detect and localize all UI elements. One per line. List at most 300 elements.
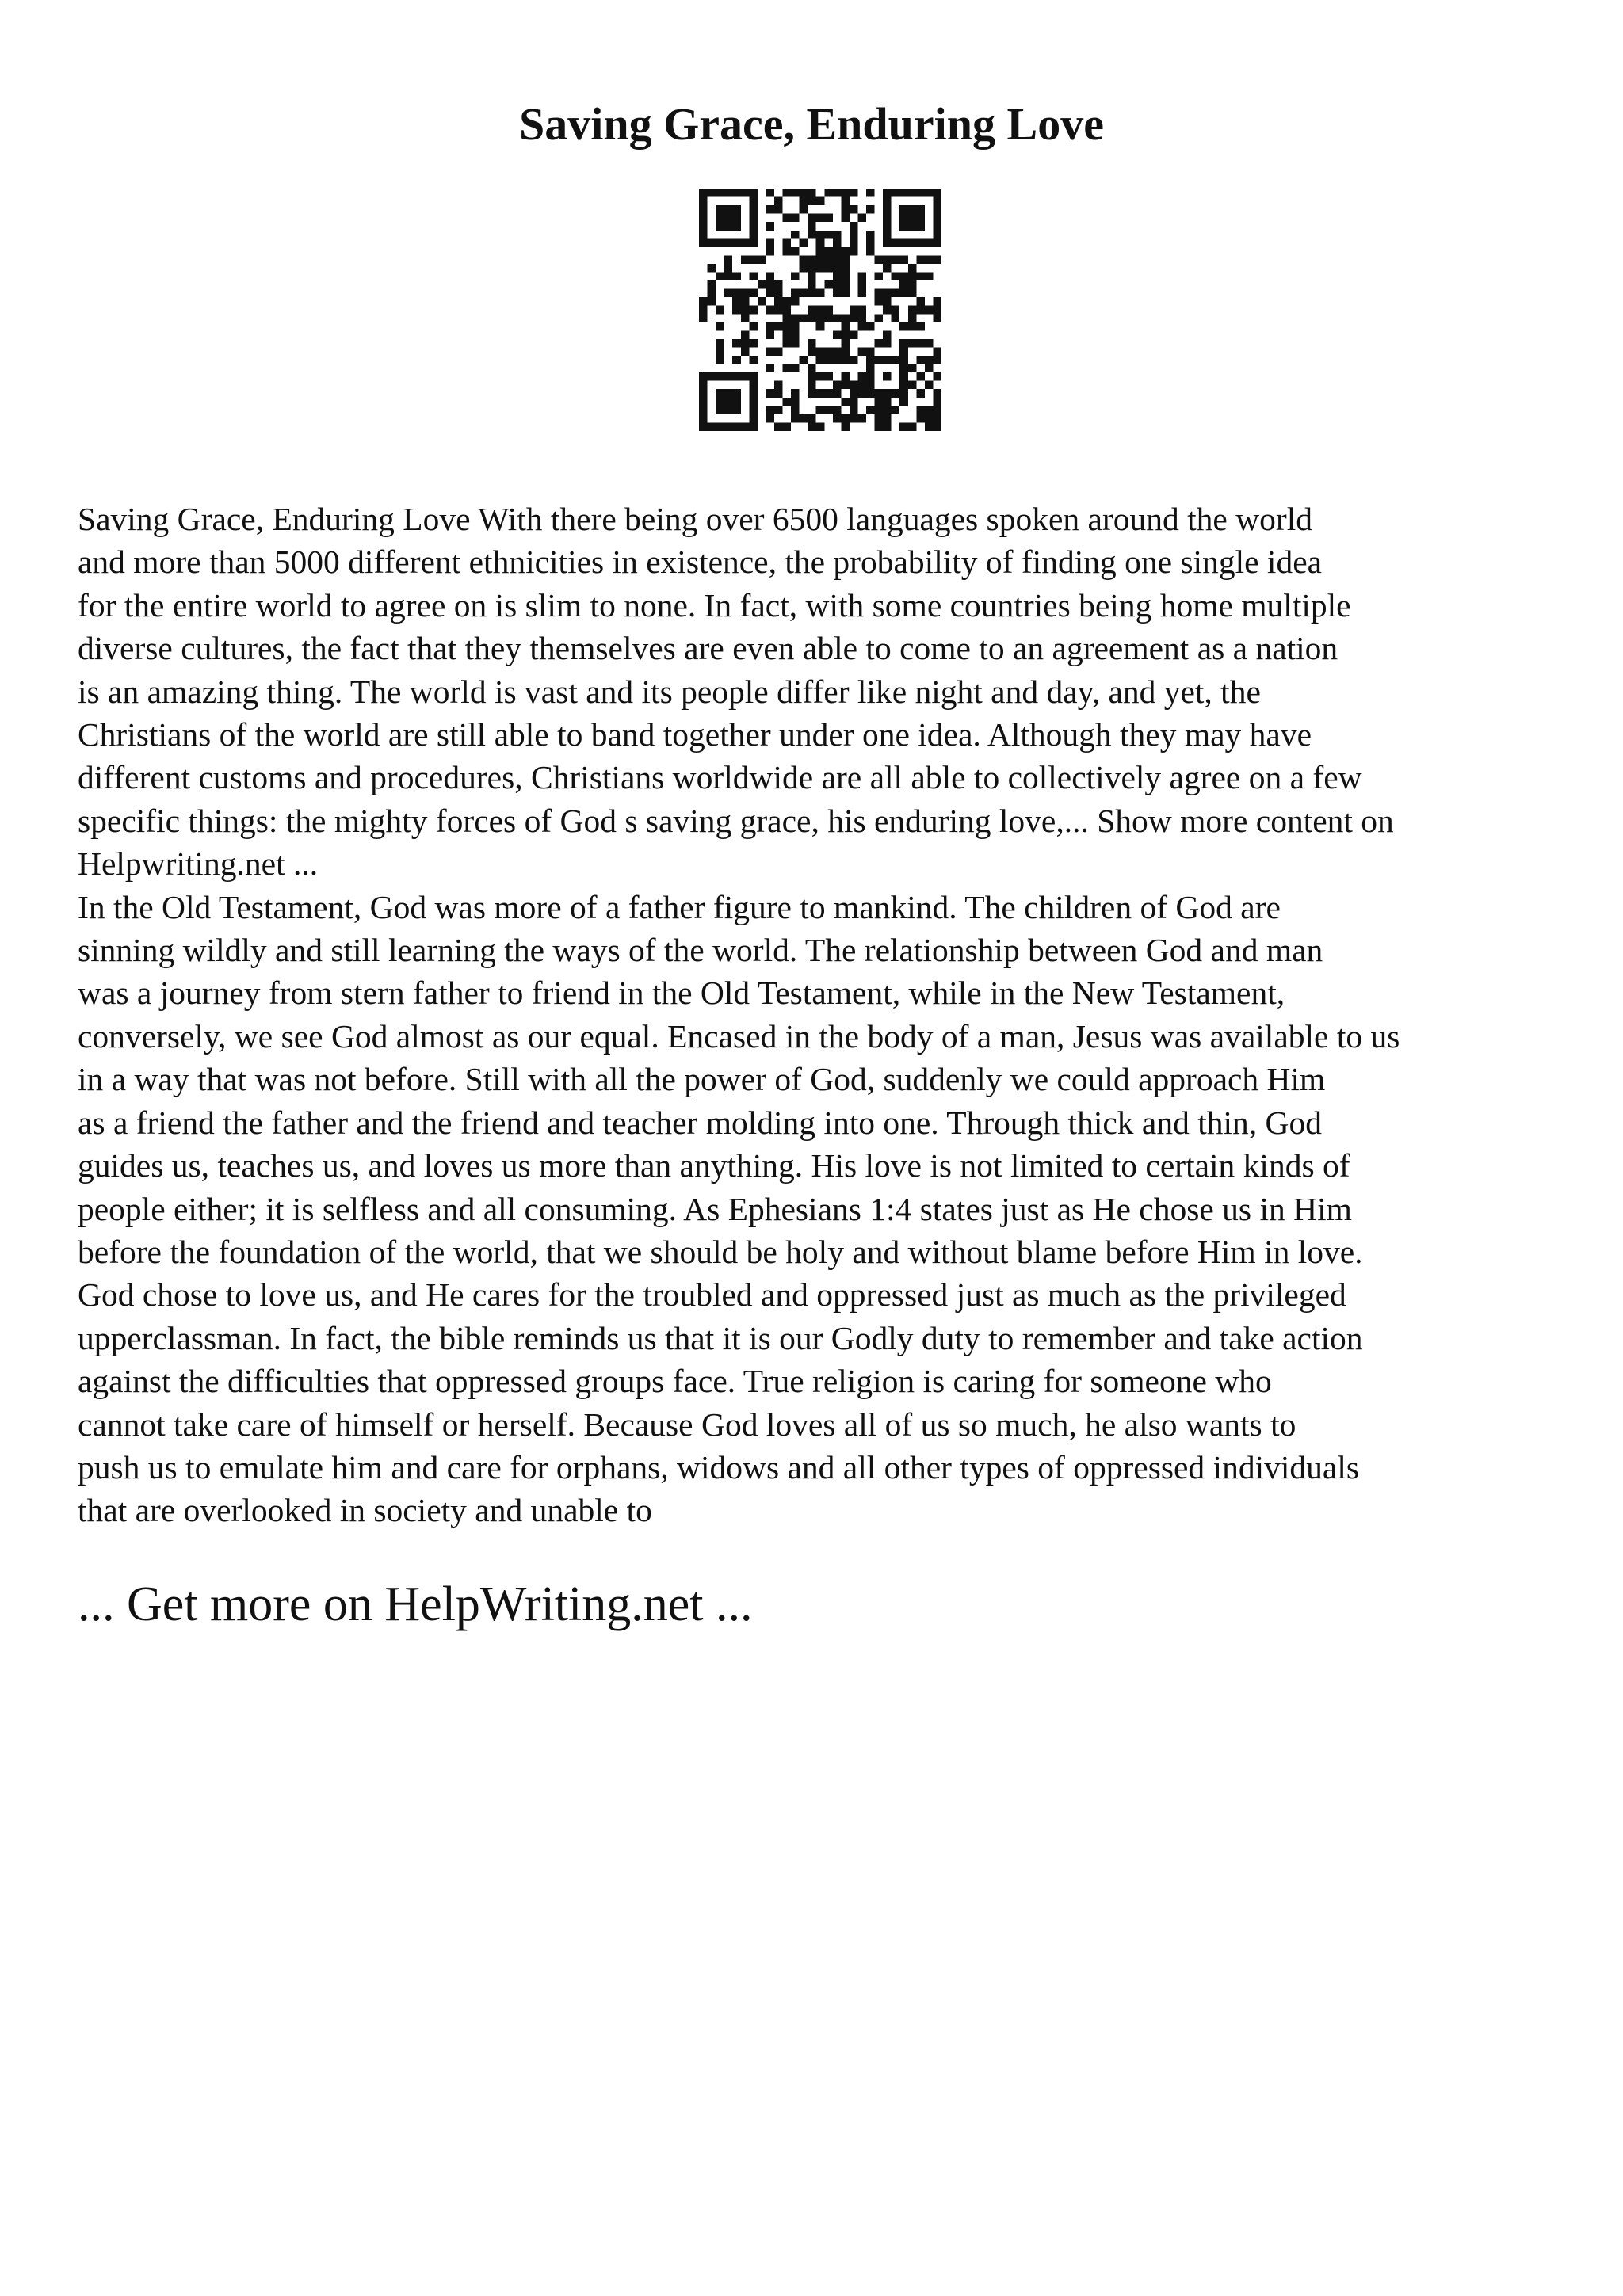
qr-module — [808, 189, 816, 197]
qr-module — [875, 289, 884, 298]
qr-module — [850, 406, 858, 414]
qr-module — [925, 273, 934, 281]
qr-module — [841, 289, 850, 298]
qr-module — [892, 406, 900, 414]
qr-module — [699, 222, 708, 231]
qr-module — [908, 214, 917, 223]
qr-module — [699, 398, 708, 406]
qr-module — [808, 364, 816, 373]
qr-module — [791, 289, 800, 298]
qr-module — [892, 289, 900, 298]
qr-module — [808, 381, 816, 390]
qr-module — [808, 255, 816, 264]
qr-module — [699, 238, 708, 247]
qr-module — [774, 381, 783, 390]
qr-module — [724, 205, 733, 214]
qr-module — [774, 422, 783, 431]
qr-module — [766, 414, 774, 423]
qr-module — [908, 264, 917, 273]
qr-module — [732, 189, 741, 197]
qr-module — [850, 306, 858, 315]
qr-module — [824, 255, 833, 264]
qr-module — [857, 314, 866, 322]
qr-module — [892, 306, 900, 315]
qr-module — [925, 364, 934, 373]
qr-module — [708, 297, 716, 306]
qr-module — [724, 189, 733, 197]
qr-module — [816, 247, 825, 256]
qr-module — [899, 364, 908, 373]
qr-module — [716, 398, 724, 406]
qr-module — [824, 314, 833, 322]
qr-module — [791, 273, 800, 281]
qr-module — [883, 231, 892, 239]
qr-module — [883, 214, 892, 223]
qr-module — [833, 189, 842, 197]
paragraph-line: God chose to love us, and He cares for the troubled and oppressed just as much as the privileged — [78, 1276, 1346, 1314]
qr-module — [841, 330, 850, 339]
qr-module — [892, 189, 900, 197]
qr-module — [866, 247, 875, 256]
qr-module — [883, 255, 892, 264]
qr-module — [833, 231, 842, 239]
qr-module — [724, 273, 733, 281]
qr-module — [866, 372, 875, 381]
qr-module — [916, 273, 925, 281]
qr-module — [933, 306, 941, 315]
qr-module — [774, 205, 783, 214]
qr-module — [791, 247, 800, 256]
qr-module — [732, 406, 741, 414]
qr-module — [816, 372, 825, 381]
qr-module — [892, 255, 900, 264]
qr-module — [933, 406, 941, 414]
qr-module — [933, 238, 941, 247]
qr-module — [883, 398, 892, 406]
qr-module — [800, 414, 808, 423]
qr-module — [783, 339, 792, 348]
qr-module — [899, 322, 908, 331]
qr-module — [933, 389, 941, 398]
qr-module — [933, 372, 941, 381]
qr-module — [824, 247, 833, 256]
qr-module — [916, 255, 925, 264]
qr-module — [833, 247, 842, 256]
qr-module — [808, 197, 816, 206]
qr-module — [808, 339, 816, 348]
qr-module — [808, 214, 816, 223]
qr-module — [925, 406, 934, 414]
paragraph-line: was a journey from stern father to friend in the Old Testament, while in the New Testament, — [78, 974, 1285, 1012]
qr-module — [816, 306, 825, 315]
qr-module — [875, 414, 884, 423]
qr-module — [883, 406, 892, 414]
qr-module — [925, 189, 934, 197]
qr-module — [850, 231, 858, 239]
qr-module — [724, 214, 733, 223]
qr-module — [875, 422, 884, 431]
qr-module — [774, 389, 783, 398]
qr-module — [824, 306, 833, 315]
qr-module — [816, 238, 825, 247]
paragraph-line: specific things: the mighty forces of God s saving grace, his enduring love,... Show more content on — [78, 802, 1394, 839]
qr-module — [833, 264, 842, 273]
qr-module — [933, 255, 941, 264]
qr-module — [866, 347, 875, 356]
qr-module — [841, 381, 850, 390]
qr-module — [875, 314, 884, 322]
qr-module — [916, 238, 925, 247]
qr-module — [866, 189, 875, 197]
qr-module — [749, 381, 758, 390]
qr-module — [916, 214, 925, 223]
qr-module — [783, 314, 792, 322]
qr-module — [699, 197, 708, 206]
qr-module — [883, 222, 892, 231]
qr-module — [800, 314, 808, 322]
paragraph-line: upperclassman. In fact, the bible reminds us that it is our Godly duty to remember and take action — [78, 1319, 1363, 1356]
qr-module — [857, 306, 866, 315]
qr-module — [732, 273, 741, 281]
qr-module — [800, 189, 808, 197]
qr-module — [724, 406, 733, 414]
qr-module — [741, 238, 750, 247]
qr-module — [732, 389, 741, 398]
qr-module — [857, 381, 866, 390]
qr-module — [883, 264, 892, 273]
qr-module — [816, 389, 825, 398]
paragraph-line: before the foundation of the world, that we should be holy and without blame before Him in love. — [78, 1233, 1363, 1270]
qr-module — [908, 289, 917, 298]
qr-module — [850, 381, 858, 390]
qr-module — [816, 231, 825, 239]
qr-module — [833, 381, 842, 390]
qr-module — [841, 255, 850, 264]
qr-module — [824, 347, 833, 356]
qr-module — [908, 238, 917, 247]
qr-module — [816, 406, 825, 414]
qr-module — [883, 330, 892, 339]
qr-module — [908, 189, 917, 197]
qr-module — [866, 406, 875, 414]
paragraph-line: cannot take care of himself or herself. Because God loves all of us so much, he also wants to — [78, 1405, 1296, 1443]
qr-module — [816, 214, 825, 223]
get-more-link[interactable]: ... Get more on HelpWriting.net ... — [78, 1577, 753, 1631]
qr-module — [857, 280, 866, 289]
qr-module — [883, 356, 892, 364]
qr-module — [783, 214, 792, 223]
qr-module — [925, 306, 934, 315]
qr-module — [766, 280, 774, 289]
qr-module — [857, 389, 866, 398]
qr-module — [916, 414, 925, 423]
qr-module — [816, 289, 825, 298]
qr-module — [833, 238, 842, 247]
qr-module — [783, 330, 792, 339]
qr-module — [800, 264, 808, 273]
qr-module — [732, 306, 741, 315]
qr-module — [699, 422, 708, 431]
qr-module — [824, 264, 833, 273]
qr-module — [766, 347, 774, 356]
qr-module — [791, 214, 800, 223]
qr-module — [791, 314, 800, 322]
qr-module — [716, 339, 724, 348]
qr-module — [741, 255, 750, 264]
qr-module — [791, 414, 800, 423]
qr-module — [724, 389, 733, 398]
qr-module — [883, 339, 892, 348]
qr-module — [916, 322, 925, 331]
qr-module — [933, 398, 941, 406]
qr-module — [892, 273, 900, 281]
paragraph-line: different customs and procedures, Christians worldwide are all able to collectively agree on a few — [78, 759, 1362, 796]
qr-module — [741, 330, 750, 339]
qr-module — [908, 205, 917, 214]
paragraph-line: Helpwriting.net ... — [78, 845, 319, 883]
qr-module — [800, 356, 808, 364]
qr-module — [833, 255, 842, 264]
qr-module — [824, 280, 833, 289]
qr-module — [732, 214, 741, 223]
qr-module — [899, 273, 908, 281]
qr-module — [774, 306, 783, 315]
qr-module — [766, 322, 774, 331]
qr-module — [774, 297, 783, 306]
qr-module — [732, 205, 741, 214]
qr-module — [800, 197, 808, 206]
qr-module — [857, 289, 866, 298]
qr-module — [708, 289, 716, 298]
qr-module — [899, 372, 908, 381]
qr-module — [766, 306, 774, 315]
qr-module — [841, 189, 850, 197]
qr-module — [724, 422, 733, 431]
qr-module — [732, 222, 741, 231]
qr-module — [841, 347, 850, 356]
qr-module — [758, 297, 766, 306]
qr-module — [866, 238, 875, 247]
paragraph-line: Christians of the world are still able to band together under one idea. Although they may have — [78, 716, 1312, 753]
qr-module — [749, 372, 758, 381]
qr-module — [875, 255, 884, 264]
qr-module — [800, 289, 808, 298]
paragraph-line: is an amazing thing. The world is vast and its people differ like night and day, and yet, the — [78, 673, 1261, 710]
paragraph-line: diverse cultures, the fact that they themselves are even able to come to an agreement as a nation — [78, 630, 1338, 667]
qr-module — [699, 372, 708, 381]
qr-module — [699, 297, 708, 306]
qr-module — [724, 255, 733, 264]
qr-module — [841, 414, 850, 423]
qr-module — [824, 231, 833, 239]
qr-module — [716, 189, 724, 197]
qr-module — [908, 364, 917, 373]
qr-module — [875, 297, 884, 306]
qr-module — [916, 205, 925, 214]
qr-module — [808, 231, 816, 239]
qr-module — [808, 264, 816, 273]
qr-module — [899, 347, 908, 356]
qr-module — [749, 197, 758, 206]
qr-module — [899, 280, 908, 289]
qr-module — [766, 330, 774, 339]
qr-module — [808, 414, 816, 423]
qr-module — [883, 189, 892, 197]
qr-module — [916, 356, 925, 364]
paragraph-line: as a friend the father and the friend and teacher molding into one. Through thick and thin, God — [78, 1104, 1322, 1141]
qr-module — [866, 231, 875, 239]
qr-module — [833, 406, 842, 414]
qr-module — [766, 205, 774, 214]
paragraph-line: in a way that was not before. Still with all the power of God, suddenly we could approach Him — [78, 1061, 1326, 1098]
qr-module — [883, 197, 892, 206]
qr-module — [833, 389, 842, 398]
qr-module — [749, 406, 758, 414]
qr-module — [708, 372, 716, 381]
qr-module — [908, 322, 917, 331]
article-body — [78, 498, 1568, 1532]
qr-module — [783, 306, 792, 315]
qr-module — [749, 398, 758, 406]
qr-module — [866, 364, 875, 373]
qr-module — [916, 389, 925, 398]
qr-module — [732, 339, 741, 348]
qr-module — [766, 364, 774, 373]
qr-module — [716, 372, 724, 381]
qr-module — [850, 314, 858, 322]
qr-module — [899, 205, 908, 214]
paragraph-line: against the difficulties that oppressed groups face. True religion is caring for someone who — [78, 1363, 1272, 1400]
qr-module — [875, 356, 884, 364]
qr-module — [774, 406, 783, 414]
qr-module — [857, 322, 866, 331]
qr-module — [808, 280, 816, 289]
qr-module — [857, 372, 866, 381]
qr-module — [850, 247, 858, 256]
qr-module — [833, 280, 842, 289]
qr-module — [908, 314, 917, 322]
qr-module — [833, 356, 842, 364]
qr-module — [816, 422, 825, 431]
qr-module — [925, 422, 934, 431]
paragraph-line: push us to emulate him and care for orphans, widows and all other types of oppressed individuals — [78, 1448, 1360, 1486]
qr-module — [833, 330, 842, 339]
qr-module — [850, 238, 858, 247]
qr-module — [899, 189, 908, 197]
qr-module — [749, 214, 758, 223]
qr-module — [875, 389, 884, 398]
qr-module — [783, 238, 792, 247]
qr-module — [933, 314, 941, 322]
qr-module — [699, 189, 708, 197]
qr-module — [791, 364, 800, 373]
qr-module — [749, 205, 758, 214]
qr-module — [808, 347, 816, 356]
qr-module — [841, 322, 850, 331]
qr-module — [708, 422, 716, 431]
qr-module — [741, 372, 750, 381]
qr-module — [766, 247, 774, 256]
qr-module — [883, 297, 892, 306]
qr-module — [866, 381, 875, 390]
qr-module — [716, 406, 724, 414]
qr-module — [841, 314, 850, 322]
paragraph-line: people either; it is selfless and all consuming. As Ephesians 1:4 states just as He chose us in Him — [78, 1190, 1352, 1227]
qr-module — [850, 222, 858, 231]
qr-module — [899, 356, 908, 364]
qr-module — [791, 297, 800, 306]
qr-module — [758, 255, 766, 264]
qr-module — [791, 231, 800, 239]
qr-module — [783, 189, 792, 197]
qr-module — [933, 414, 941, 423]
qr-module — [824, 356, 833, 364]
qr-module — [783, 247, 792, 256]
qr-module — [916, 372, 925, 381]
document-title: Saving Grace, Enduring Love — [519, 98, 1104, 150]
qr-module — [724, 398, 733, 406]
qr-module — [791, 189, 800, 197]
qr-module — [816, 347, 825, 356]
qr-module — [791, 406, 800, 414]
qr-module — [916, 339, 925, 348]
qr-module — [766, 289, 774, 298]
qr-module — [749, 356, 758, 364]
qr-module — [749, 273, 758, 281]
qr-code-graphic — [699, 189, 941, 431]
qr-module — [824, 406, 833, 414]
qr-module — [716, 214, 724, 223]
qr-module — [724, 264, 733, 273]
qr-module — [866, 389, 875, 398]
qr-module — [933, 297, 941, 306]
qr-module — [850, 330, 858, 339]
qr-module — [732, 372, 741, 381]
qr-module — [833, 347, 842, 356]
qr-module — [699, 406, 708, 414]
qr-module — [908, 381, 917, 390]
qr-module — [933, 214, 941, 223]
qr-module — [925, 238, 934, 247]
qr-module — [908, 222, 917, 231]
qr-module — [766, 189, 774, 197]
qr-module — [908, 422, 917, 431]
qr-module — [933, 347, 941, 356]
qr-module — [749, 306, 758, 315]
paragraph-line: In the Old Testament, God was more of a father figure to mankind. The children of God are — [78, 888, 1281, 925]
qr-module — [925, 356, 934, 364]
qr-module — [899, 381, 908, 390]
qr-module — [708, 280, 716, 289]
qr-module — [933, 205, 941, 214]
qr-module — [783, 322, 792, 331]
qr-module — [808, 314, 816, 322]
qr-module — [916, 306, 925, 315]
qr-module — [841, 356, 850, 364]
qr-module — [800, 255, 808, 264]
qr-module — [732, 289, 741, 298]
qr-module — [892, 389, 900, 398]
qr-module — [766, 389, 774, 398]
qr-module — [732, 297, 741, 306]
paragraph-line: guides us, teaches us, and loves us more than anything. His love is not limited to certain kinds of — [78, 1147, 1350, 1184]
qr-module — [816, 255, 825, 264]
qr-module — [875, 398, 884, 406]
paragraph-line: for the entire world to agree on is slim to none. In fact, with some countries being home multiple — [78, 586, 1351, 624]
paragraph-line: Saving Grace, Enduring Love With there being over 6500 languages spoken around the world — [78, 501, 1313, 537]
paragraph-line: sinning wildly and still learning the ways of the world. The relationship between God and man — [78, 932, 1323, 969]
qr-module — [925, 414, 934, 423]
